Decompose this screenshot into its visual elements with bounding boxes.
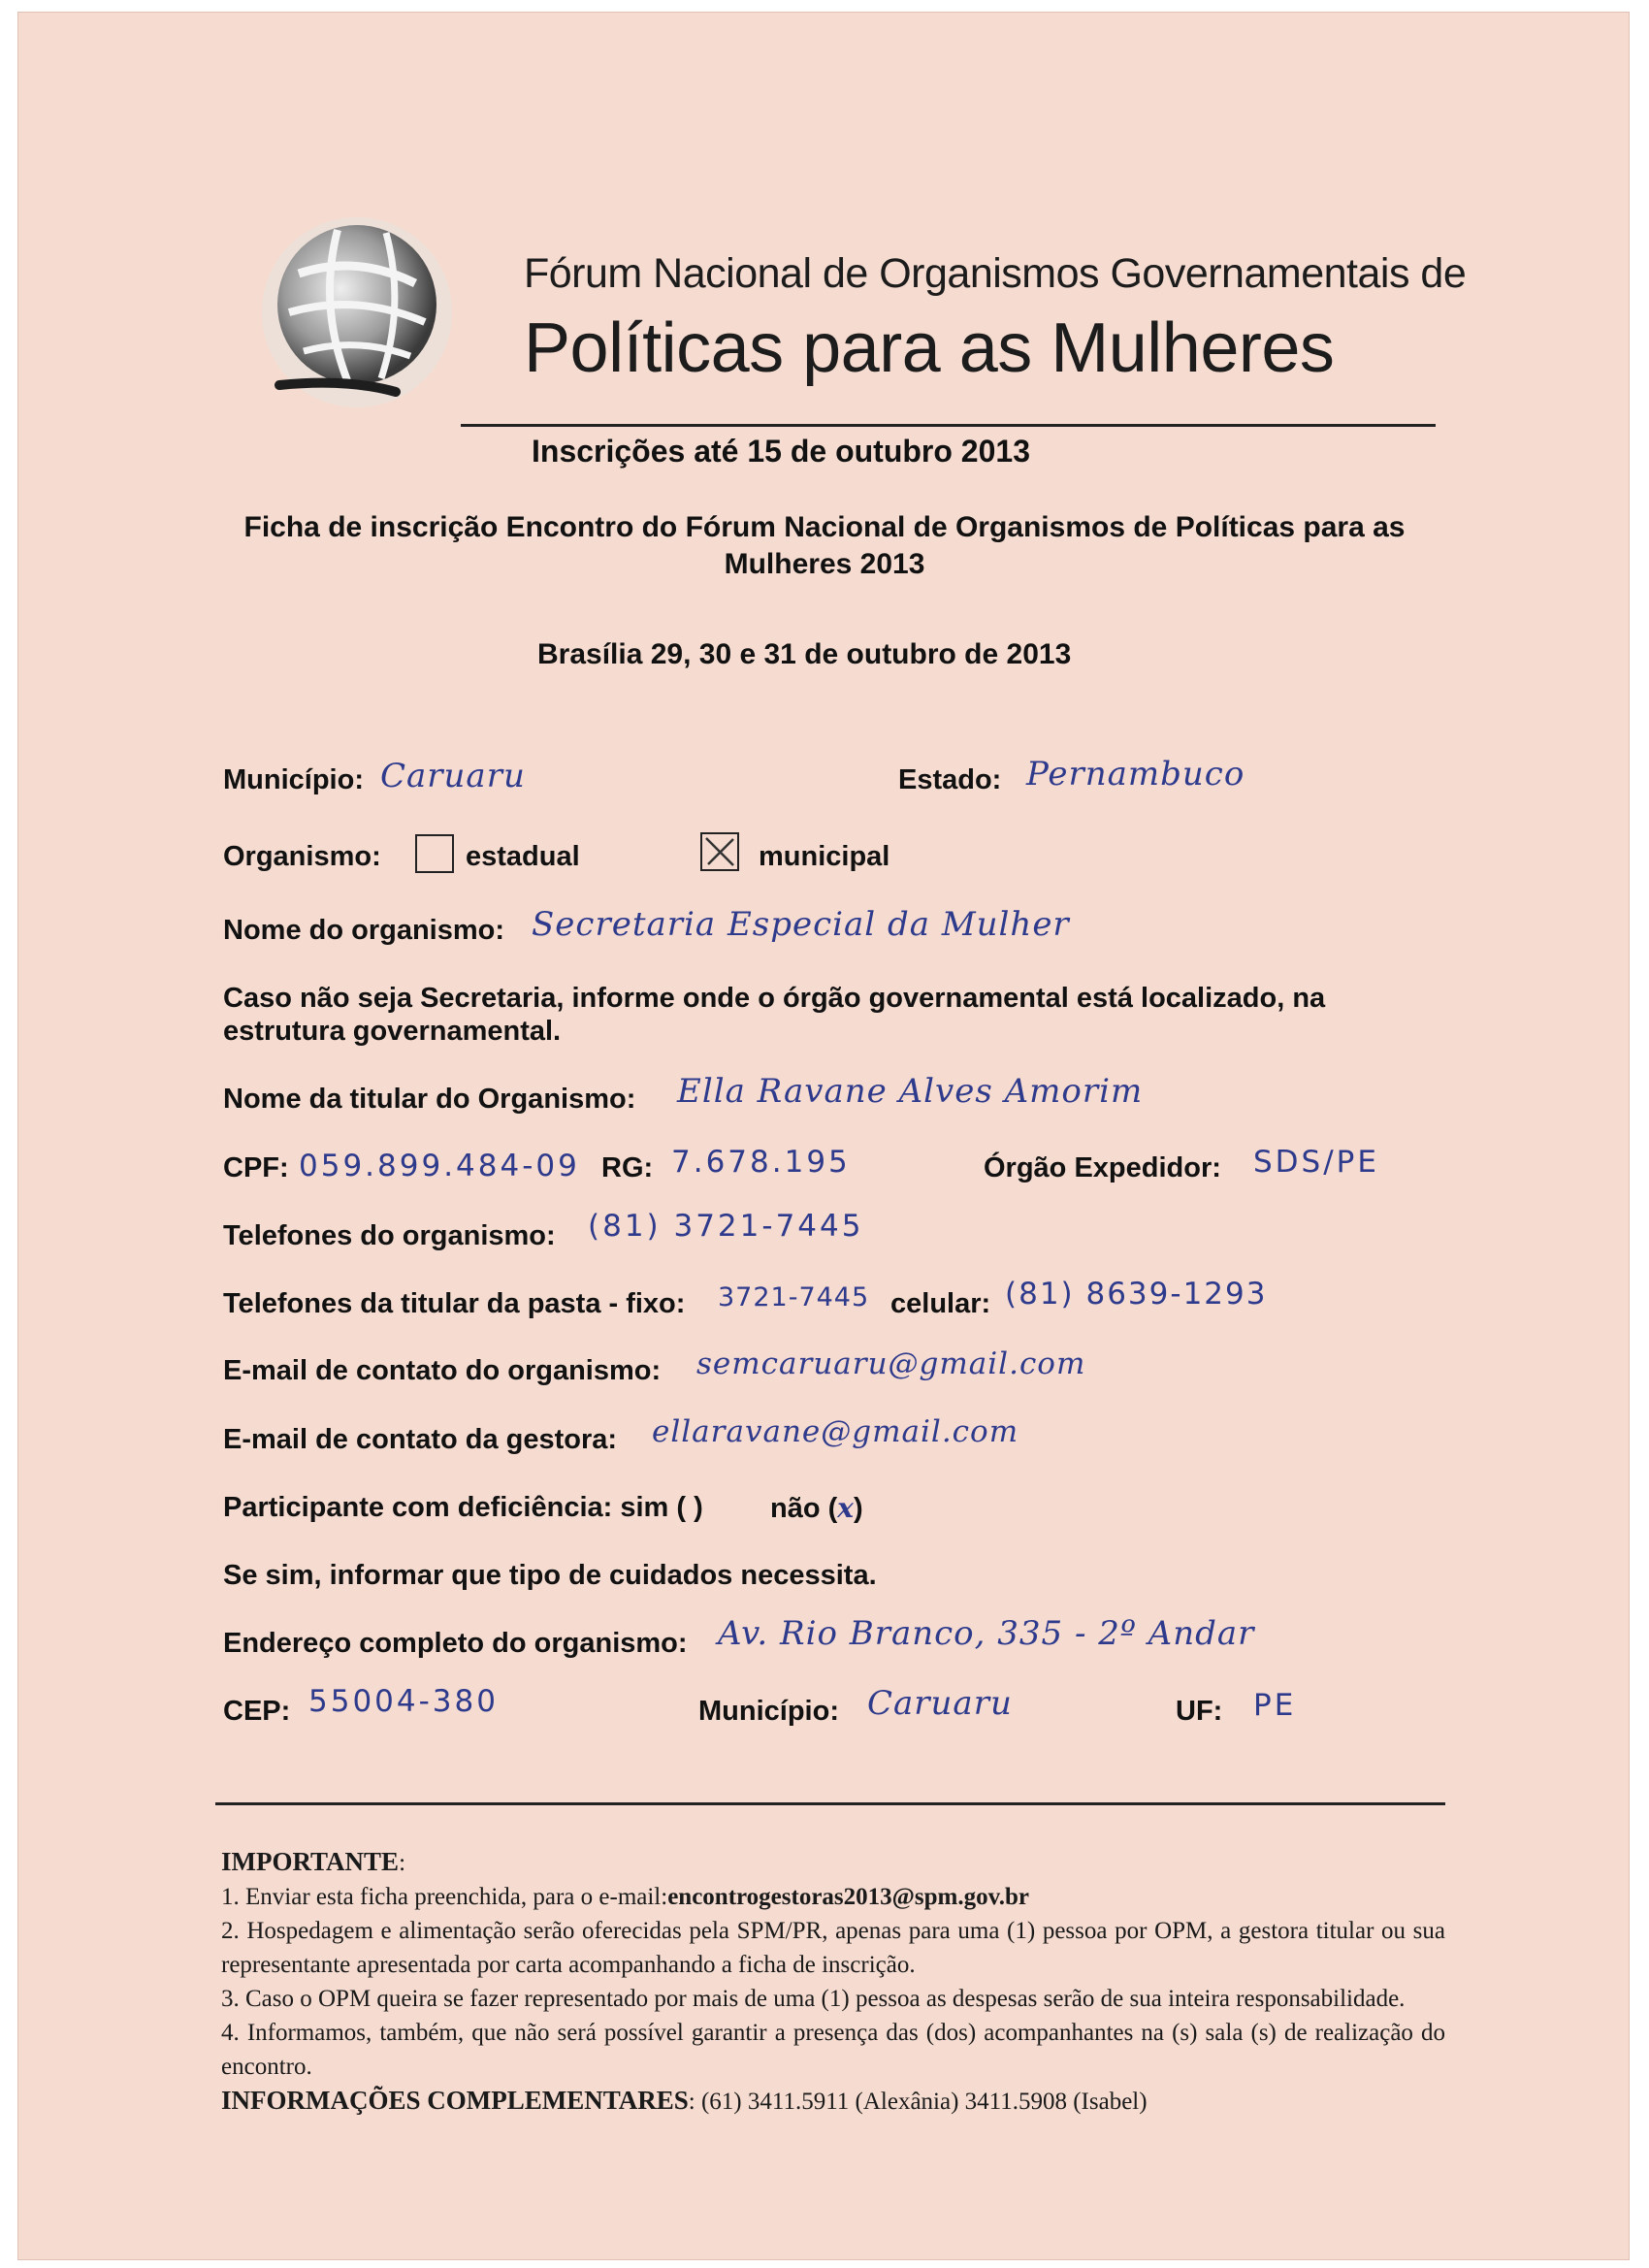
titular-field[interactable]: Ella Ravane Alves Amorim (677, 1072, 1144, 1111)
tel-organismo-field[interactable]: (81) 3721-7445 (588, 1209, 864, 1244)
cep-label: CEP: (223, 1696, 291, 1727)
forum-logo-globe (260, 215, 454, 409)
nome-organismo-label: Nome do organismo: (223, 915, 505, 946)
registration-deadline: Inscrições até 15 de outubro 2013 (532, 434, 1030, 469)
municipio2-field[interactable]: Caruaru (867, 1684, 1013, 1723)
tel-organismo-label: Telefones do organismo: (223, 1220, 556, 1251)
uf-label: UF: (1176, 1696, 1223, 1727)
email-gestora-label: E-mail de contato da gestora: (223, 1424, 618, 1455)
important-item-3: 3. Caso o OPM queira se fazer representado por mais de uma (1) pessoa as despesas serão de sua inteira responsabilidade. (221, 1986, 1406, 2012)
deficiencia-label: Participante com deficiência: sim ( ) (223, 1492, 703, 1523)
important-notes (221, 1845, 1445, 2119)
important-item-2: 2. Hospedagem e alimentação serão oferecidas pela SPM/PR, apenas para uma (1) pessoa por OPM, a gestora titular ou sua representante apresentada por carta acompanhando a ficha de inscrição. (221, 1918, 1445, 1978)
cep-field[interactable]: 55004-380 (308, 1684, 499, 1719)
estado-label: Estado: (898, 764, 1002, 795)
email-organismo-label: E-mail de contato do organismo: (223, 1355, 662, 1386)
municipio-field[interactable]: Caruaru (380, 757, 526, 795)
se-sim-text: Se sim, informar que tipo de cuidados necessita. (223, 1560, 877, 1591)
celular-label: celular: (890, 1288, 991, 1319)
nao-label: não ( (770, 1493, 838, 1524)
event-place-date: Brasília 29, 30 e 31 de outubro de 2013 (537, 638, 1072, 670)
estadual-label: estadual (466, 841, 580, 872)
nome-organismo-field[interactable]: Secretaria Especial da Mulher (532, 905, 1070, 944)
email-organismo-field[interactable]: semcaruaru@gmail.com (696, 1346, 1086, 1381)
orgao-expedidor-field[interactable]: SDS/PE (1253, 1145, 1379, 1180)
important-title: IMPORTANTE: (221, 1847, 406, 1876)
municipal-label: municipal (759, 841, 890, 872)
organismo-label: Organismo: (223, 841, 381, 872)
municipio2-label: Município: (698, 1696, 839, 1727)
checkbox-x-mark-icon (702, 834, 737, 869)
nao-option[interactable] (770, 1492, 863, 1525)
header-divider (461, 424, 1436, 427)
important-item-4: 4. Informamos, também, que não será possível garantir a presença das (dos) acompanhantes na (s) sala (s) de realização do encontro. (221, 2020, 1445, 2080)
nao-mark: x (837, 1492, 854, 1524)
celular-field[interactable]: (81) 8639-1293 (1005, 1277, 1268, 1312)
info-complementares: INFORMAÇÕES COMPLEMENTARES: (61) 3411.5911 (Alexânia) 3411.5908 (Isabel) (221, 2086, 1148, 2115)
cpf-label: CPF: (223, 1152, 289, 1183)
endereco-field[interactable]: Av. Rio Branco, 335 - 2º Andar (718, 1614, 1255, 1653)
nao-close: ) (853, 1493, 863, 1524)
endereco-label: Endereço completo do organismo: (223, 1628, 688, 1659)
tel-titular-label: Telefones da titular da pasta - fixo: (223, 1288, 686, 1319)
uf-field[interactable]: PE (1253, 1688, 1297, 1723)
contact-email-link[interactable]: encontrogestoras2013@spm.gov.br (667, 1884, 1029, 1910)
estadual-checkbox[interactable] (415, 834, 454, 873)
tel-fixo-field[interactable]: 3721-7445 (718, 1282, 870, 1312)
email-gestora-field[interactable]: ellaravane@gmail.com (652, 1414, 1019, 1449)
estado-field[interactable]: Pernambuco (1026, 755, 1245, 794)
titular-label: Nome da titular do Organismo: (223, 1084, 636, 1115)
municipio-label: Município: (223, 764, 364, 795)
rg-field[interactable]: 7.678.195 (671, 1145, 851, 1180)
bottom-divider (215, 1802, 1445, 1805)
header-line1: Fórum Nacional de Organismos Governamentais de (524, 250, 1467, 297)
orgao-expedidor-label: Órgão Expedidor: (984, 1152, 1221, 1183)
header-line2: Políticas para as Mulheres (524, 309, 1335, 387)
municipal-checkbox[interactable] (700, 832, 739, 871)
important-item-1: 1. Enviar esta ficha preenchida, para o e-mail:encontrogestoras2013@spm.gov.br (221, 1884, 1029, 1910)
cpf-field[interactable]: 059.899.484-09 (299, 1149, 580, 1183)
caso-nao-secretaria-text: Caso não seja Secretaria, informe onde o órgão governamental está localizado, na estrutura governamental. (223, 983, 1326, 1047)
rg-label: RG: (601, 1152, 654, 1183)
form-title: Ficha de inscrição Encontro do Fórum Nacional de Organismos de Políticas para as Mulheres 2013 (243, 511, 1406, 580)
